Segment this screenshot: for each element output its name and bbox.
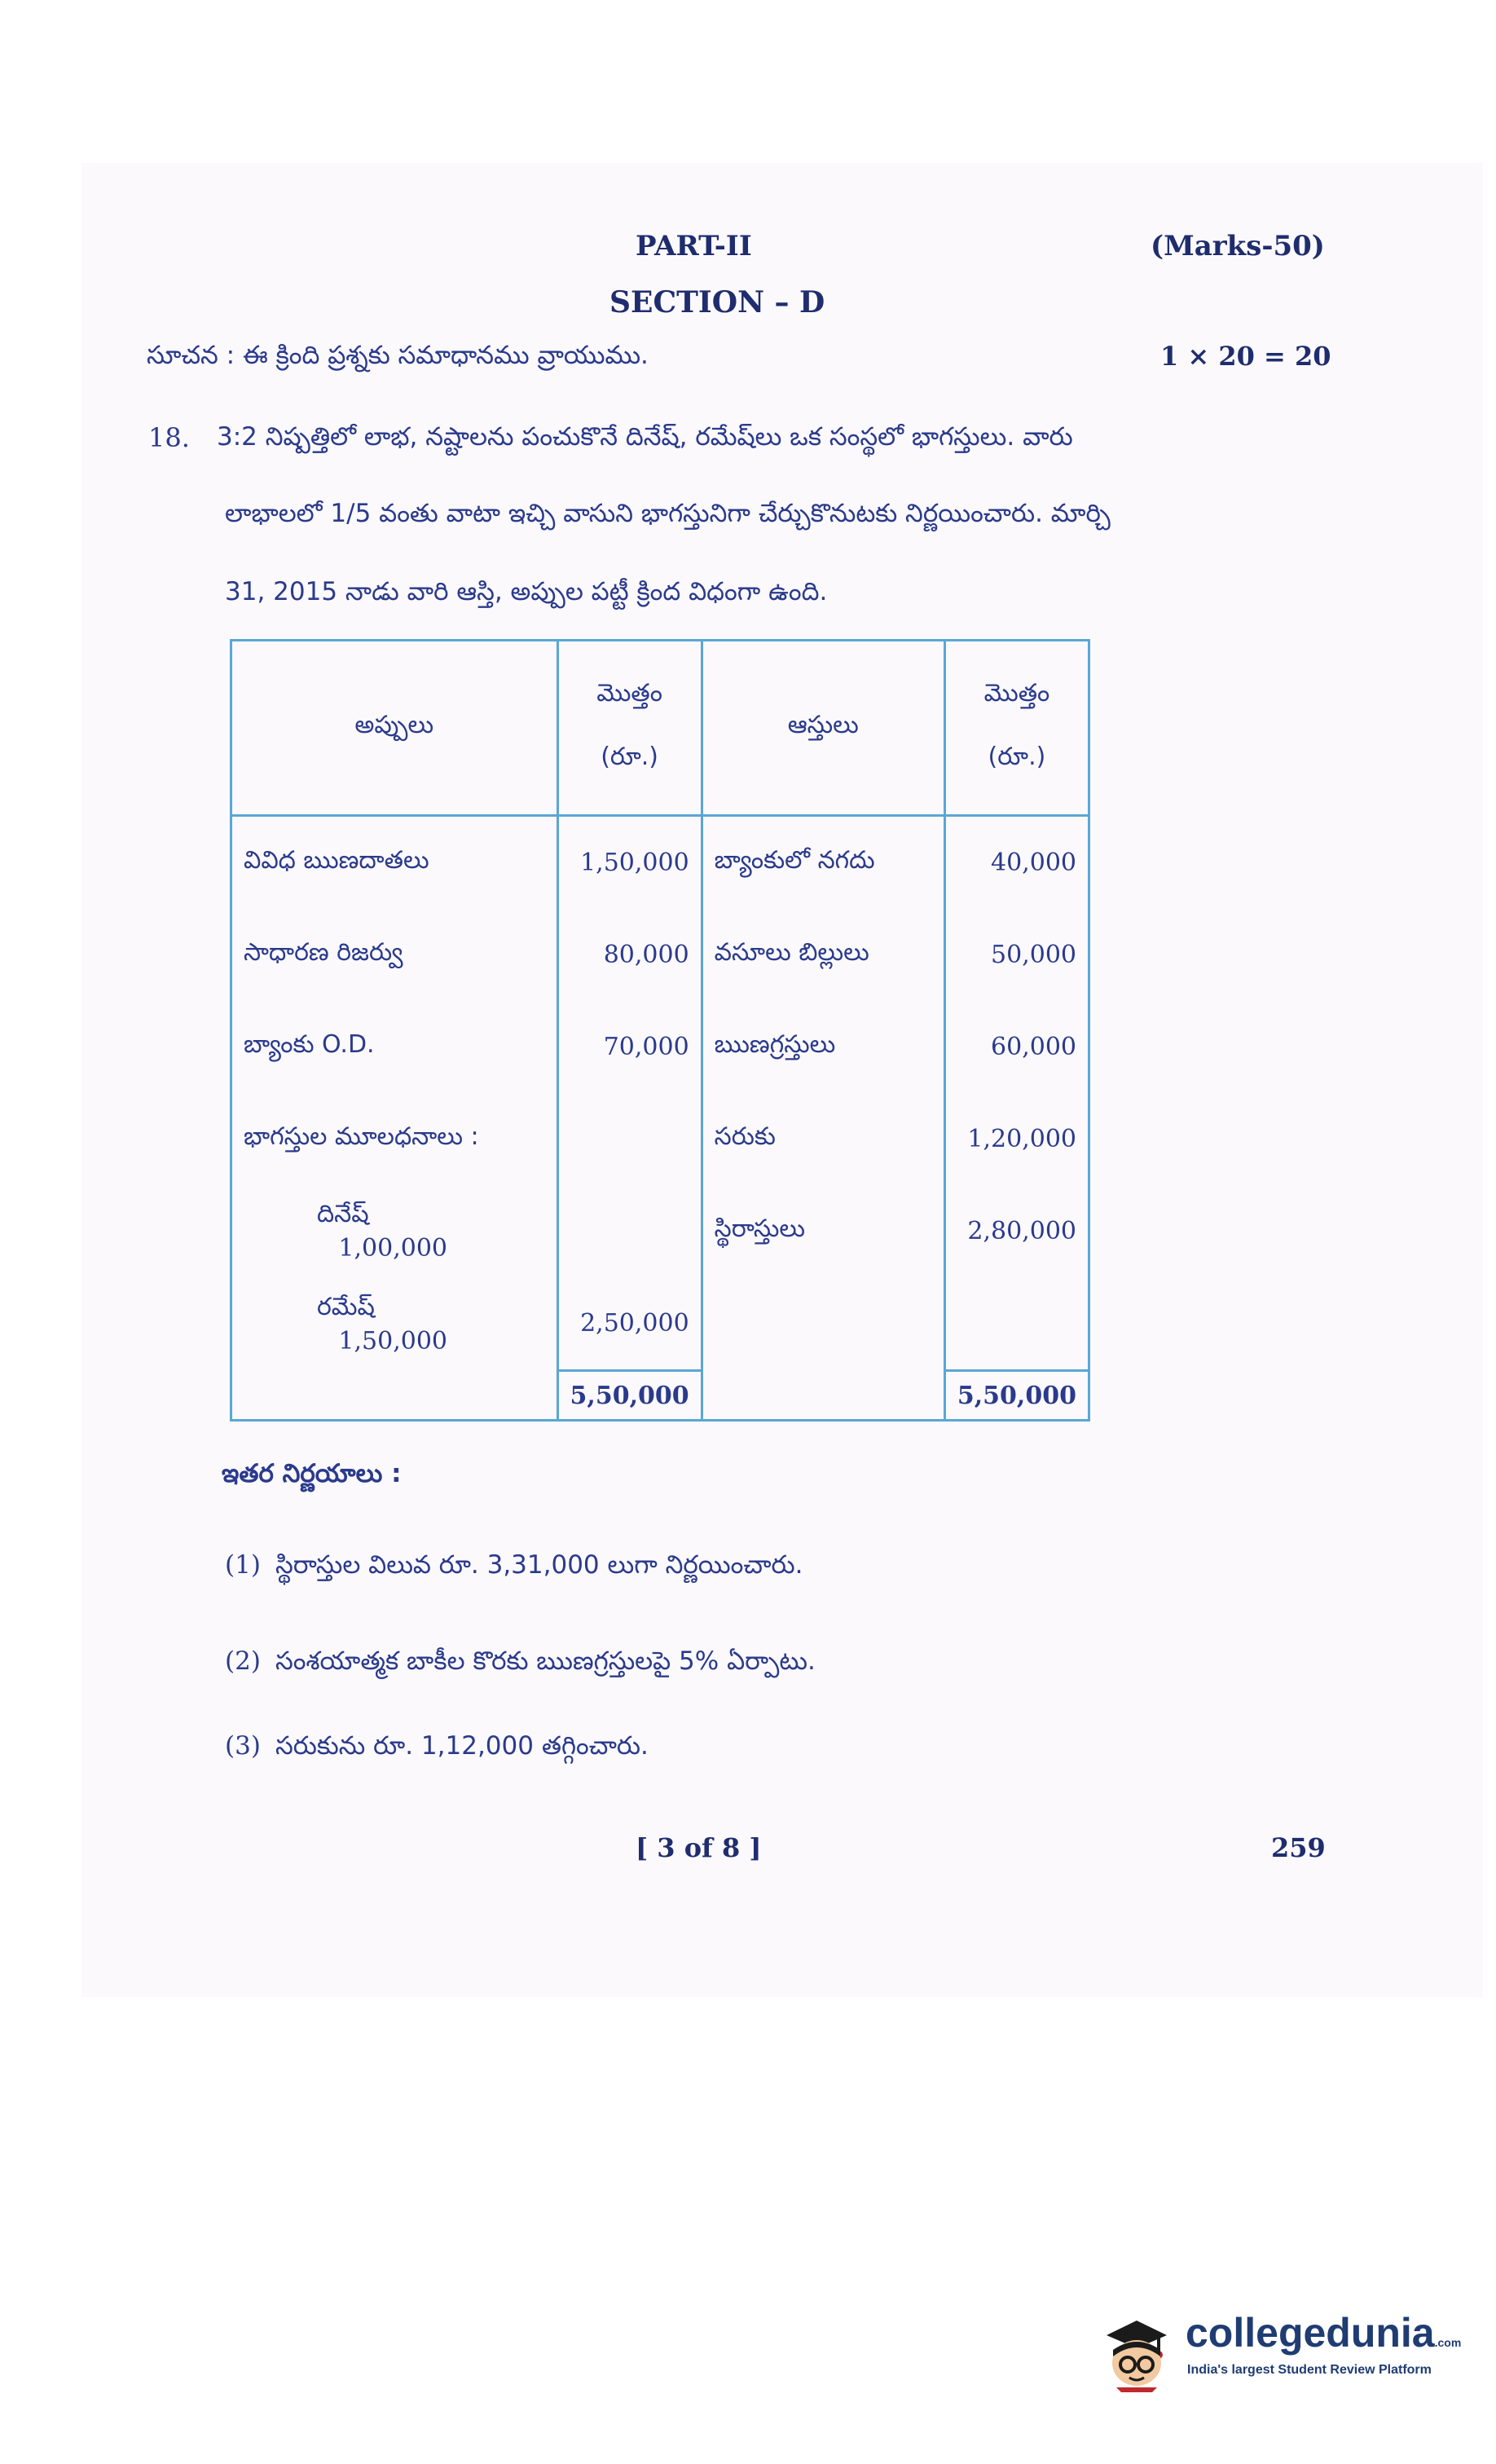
asset-name: సరుకు	[702, 1093, 944, 1185]
empty-cell	[231, 1371, 558, 1421]
table-row	[231, 1277, 1089, 1371]
asset-amount: 1,20,000	[944, 1093, 1089, 1185]
decision-number: (2)	[225, 1646, 261, 1676]
header-assets: ఆస్తులు	[702, 641, 944, 816]
decision-number: (1)	[225, 1550, 261, 1580]
partner-capital-cell	[231, 1185, 558, 1277]
brand-text: collegedunia	[1186, 2310, 1435, 2356]
table-row	[231, 909, 1089, 1001]
asset-amount: 2,80,000	[944, 1185, 1089, 1277]
header-currency-label: (రూ.)	[988, 743, 1046, 771]
liability-amount: 1,50,000	[557, 816, 702, 910]
header-amount-assets	[944, 641, 1089, 816]
liability-amount: 80,000	[557, 909, 702, 1001]
decision-text: స్థిరాస్తుల విలువ రూ. 3,31,000 లుగా నిర్ణయించారు.	[275, 1550, 803, 1580]
asset-name: బ్యాంకులో నగదు	[702, 816, 944, 910]
question-line-2: లాభాలలో 1/5 వంతు వాటా ఇచ్చి వాసుని భాగస్తునిగా చేర్చుకొనుటకు నిర్ణయించారు. మార్చి	[225, 499, 1111, 528]
decision-text: సరుకును రూ. 1,12,000 తగ్గించారు.	[275, 1731, 649, 1761]
totals-row	[231, 1371, 1089, 1421]
marks-label: (Marks-50)	[1151, 230, 1325, 262]
asset-name	[702, 1277, 944, 1371]
table-row	[231, 1001, 1089, 1093]
mascot-icon	[1092, 2303, 1181, 2392]
table-row	[231, 1185, 1089, 1277]
liability-amount: 70,000	[557, 1001, 702, 1093]
asset-amount	[944, 1277, 1089, 1371]
question-line-3: 31, 2015 నాడు వారి ఆస్తి, అప్పుల పట్టీ క్రింద విధంగా ఉంది.	[225, 577, 828, 606]
brand-name	[1186, 2309, 1461, 2356]
partner-capital: 1,00,000	[338, 1234, 447, 1263]
partner-name: దినేష్	[317, 1200, 369, 1228]
table-row	[231, 816, 1089, 910]
question-line-1: 3:2 నిష్పత్తిలో లాభ, నష్టాలను పంచుకొనే దినేష్, రమేష్‌లు ఒక సంస్థలో భాగస్తులు. వారు	[217, 422, 1073, 452]
header-liabilities: అప్పులు	[231, 641, 558, 816]
header-amount-label: మొత్తం	[983, 679, 1050, 707]
table-row	[231, 1093, 1089, 1185]
part-heading: PART-II	[636, 230, 752, 262]
balance-sheet-table	[230, 639, 1090, 1422]
section-heading: SECTION – D	[609, 285, 825, 320]
liability-name: భాగస్తుల మూలధనాలు :	[231, 1093, 558, 1185]
question-number: 18.	[148, 422, 190, 453]
liability-name: బ్యాంకు O.D.	[231, 1001, 558, 1093]
liability-amount: 2,50,000	[557, 1277, 702, 1371]
partner-capital: 1,50,000	[338, 1326, 447, 1355]
table-header-row	[231, 641, 1089, 816]
header-amount-liabilities	[557, 641, 702, 816]
partner-capital-cell	[231, 1277, 558, 1371]
liability-name: సాధారణ రిజర్వు	[231, 909, 558, 1001]
score-label: 1 × 20 = 20	[1160, 341, 1331, 372]
asset-name: స్థిరాస్తులు	[702, 1185, 944, 1277]
decision-text: సంశయాత్మక బాకీల కొరకు ఋణగ్రస్తులపై 5% ఏర్పాటు.	[275, 1646, 816, 1676]
header-currency-label: (రూ.)	[601, 743, 658, 771]
asset-amount: 40,000	[944, 816, 1089, 910]
asset-amount: 60,000	[944, 1001, 1089, 1093]
header-amount-label: మొత్తం	[596, 679, 662, 707]
instruction-text: సూచన : ఈ క్రింది ప్రశ్నకు సమాధానము వ్రాయుము.	[147, 341, 649, 370]
liability-name: వివిధ ఋణదాతలు	[231, 816, 558, 910]
paper-code: 259	[1271, 1832, 1326, 1863]
total-liabilities: 5,50,000	[557, 1371, 702, 1421]
page-number: [ 3 of 8 ]	[636, 1832, 762, 1863]
other-decisions-heading: ఇతర నిర్ణయాలు :	[222, 1459, 402, 1488]
empty-cell	[702, 1371, 944, 1421]
brand-tagline: India's largest Student Review Platform	[1187, 2363, 1432, 2377]
asset-name: ఋణగ్రస్తులు	[702, 1001, 944, 1093]
total-assets: 5,50,000	[944, 1371, 1089, 1421]
asset-amount: 50,000	[944, 909, 1089, 1001]
liability-amount	[557, 1093, 702, 1185]
collegedunia-logo	[1092, 2303, 1462, 2392]
liability-amount	[557, 1185, 702, 1277]
partner-name: రమేష్	[317, 1292, 375, 1321]
brand-tld: .com	[1434, 2336, 1462, 2349]
asset-name: వసూలు బిల్లులు	[702, 909, 944, 1001]
decision-number: (3)	[225, 1731, 261, 1761]
